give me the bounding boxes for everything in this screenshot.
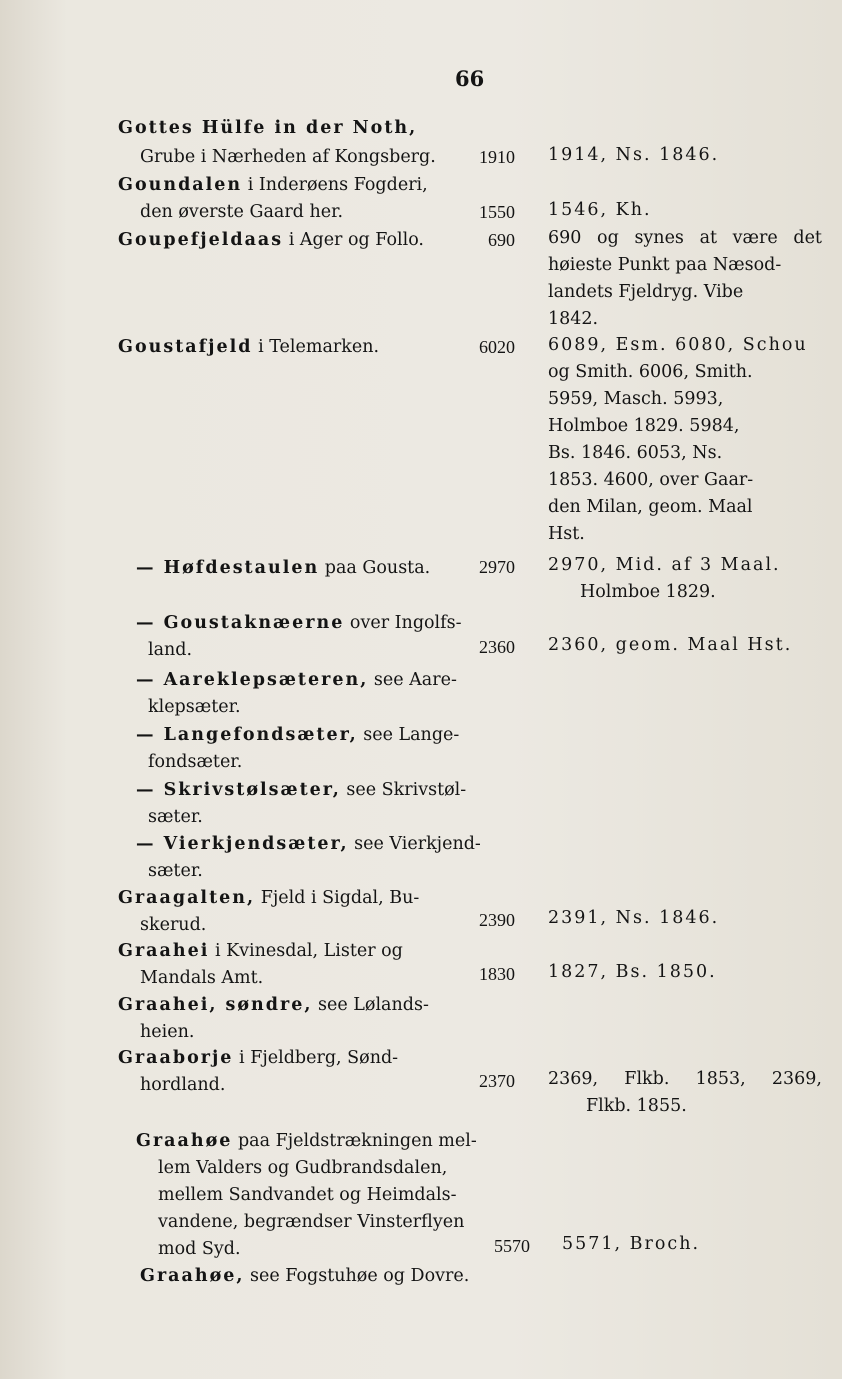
note-line: 6089, Esm. 6080, Schou — [548, 335, 808, 355]
note-line: Holmboe 1829. 5984, — [548, 416, 740, 436]
entry-name: Graagalten, — [118, 888, 256, 908]
entry-height: 1550 — [479, 202, 515, 222]
entry-desc: i Kvinesdal, Lister og — [214, 941, 403, 961]
entry-desc-cont: Mandals Amt. — [140, 968, 264, 988]
entry-desc: over Ingolfs- — [349, 613, 462, 633]
note-line: Holmboe 1829. — [580, 582, 716, 602]
entry-desc: see Lange- — [363, 725, 460, 745]
entry-desc-cont: fondsæter. — [148, 752, 243, 772]
entry-desc-cont: land. — [148, 640, 193, 660]
note-line: 1842. — [548, 309, 599, 329]
entry-name: Graahøe, — [140, 1266, 245, 1286]
entry-desc-cont: mod Syd. — [158, 1239, 241, 1259]
entry-name: — Høfdestaulen — [136, 558, 320, 578]
entry-desc: i Ager og Follo. — [288, 230, 424, 250]
entry-desc-cont: skerud. — [140, 915, 207, 935]
note-line: 1914, Ns. 1846. — [548, 145, 720, 165]
entry-desc: Fjeld i Sigdal, Bu- — [260, 888, 420, 908]
entry-desc: i Inderøens Fogderi, — [247, 175, 428, 195]
note-line: 5959, Masch. 5993, — [548, 389, 724, 409]
note-line: den Milan, geom. Maal — [548, 497, 753, 517]
entry-desc-cont: klepsæter. — [148, 697, 241, 717]
entry-desc: paa Gousta. — [324, 558, 431, 578]
entry-desc: see Fogstuhøe og Dovre. — [250, 1266, 470, 1286]
entry-height: 6020 — [479, 337, 515, 357]
note-line: landets Fjeldryg. Vibe — [548, 282, 744, 302]
note-line: 1546, Kh. — [548, 200, 652, 220]
note-word: 690 — [548, 228, 582, 248]
entry-height: 2370 — [479, 1071, 515, 1091]
note-line: Hst. — [548, 524, 585, 544]
note-word: og — [597, 228, 619, 248]
note-line — [548, 230, 822, 248]
note-word: 2369, — [771, 1069, 822, 1089]
entry-desc-cont: vandene, begrændser Vinsterflyen — [158, 1212, 465, 1232]
entry-desc: paa Fjeldstrækningen mel- — [237, 1131, 477, 1151]
entry-name: Graahøe — [136, 1131, 233, 1151]
entry-height: 2390 — [479, 910, 515, 930]
entry-name: — Langefondsæter, — [136, 725, 358, 745]
note-line: 5571, Broch. — [562, 1234, 701, 1254]
entry-name: Graahei — [118, 941, 210, 961]
note-word: 2369, — [548, 1069, 599, 1089]
entry-height: 1830 — [479, 964, 515, 984]
note-line: og Smith. 6006, Smith. — [548, 362, 753, 382]
entry-desc: see Aare- — [373, 670, 457, 690]
note-line: høieste Punkt paa Næsod- — [548, 255, 782, 275]
entry-name: Goustafjeld — [118, 337, 253, 357]
note-line: 1827, Bs. 1850. — [548, 962, 717, 982]
entry-desc-cont: sæter. — [148, 861, 203, 881]
entry-desc: i Fjeldberg, Sønd- — [239, 1048, 399, 1068]
entry-name: — Goustaknæerne — [136, 613, 345, 633]
note-word: være — [732, 228, 778, 248]
entry-desc: Grube i Nærheden af Kongsberg. — [140, 147, 436, 167]
note-line — [548, 1071, 822, 1089]
entry-name: Graahei, søndre, — [118, 995, 313, 1015]
entry-desc-cont: hordland. — [140, 1075, 226, 1095]
entry-desc: see Lølands- — [318, 995, 429, 1015]
entry-name: Gottes Hülfe in der Noth, — [118, 118, 418, 138]
note-line: Flkb. 1855. — [586, 1096, 687, 1116]
entry-height: 1910 — [479, 147, 515, 167]
entry-height: 2360 — [479, 637, 515, 657]
entry-desc-cont: sæter. — [148, 807, 203, 827]
entry-desc-cont: lem Valders og Gudbrandsdalen, — [158, 1158, 448, 1178]
note-word: at — [699, 228, 718, 248]
entry-height: 690 — [488, 230, 515, 250]
note-word: synes — [634, 228, 684, 248]
entry-desc: see Vierkjend- — [354, 834, 481, 854]
entry-desc-cont: mellem Sandvandet og Heimdals- — [158, 1185, 457, 1205]
entry-height: 2970 — [479, 557, 515, 577]
entry-name: Graaborje — [118, 1048, 234, 1068]
entry-height: 5570 — [494, 1236, 530, 1256]
note-line: 1853. 4600, over Gaar- — [548, 470, 754, 490]
entry-name: — Aareklepsæteren, — [136, 670, 369, 690]
page-number: 66 — [455, 66, 485, 91]
note-line: Bs. 1846. 6053, Ns. — [548, 443, 723, 463]
note-line: 2360, geom. Maal Hst. — [548, 635, 793, 655]
entry-name: — Skrivstølsæter, — [136, 780, 341, 800]
note-word: Flkb. — [624, 1069, 670, 1089]
note-word: 1853, — [695, 1069, 746, 1089]
entry-desc-cont: heien. — [140, 1022, 195, 1042]
entry-desc: see Skrivstøl- — [346, 780, 467, 800]
entry-desc-cont: den øverste Gaard her. — [140, 202, 344, 222]
note-word: det — [793, 228, 822, 248]
entry-name: Goundalen — [118, 175, 243, 195]
entry-name: — Vierkjendsæter, — [136, 834, 349, 854]
entry-desc: i Telemarken. — [258, 337, 380, 357]
note-line: 2970, Mid. af 3 Maal. — [548, 555, 781, 575]
note-line: 2391, Ns. 1846. — [548, 908, 720, 928]
entry-name: Goupefjeldaas — [118, 230, 284, 250]
